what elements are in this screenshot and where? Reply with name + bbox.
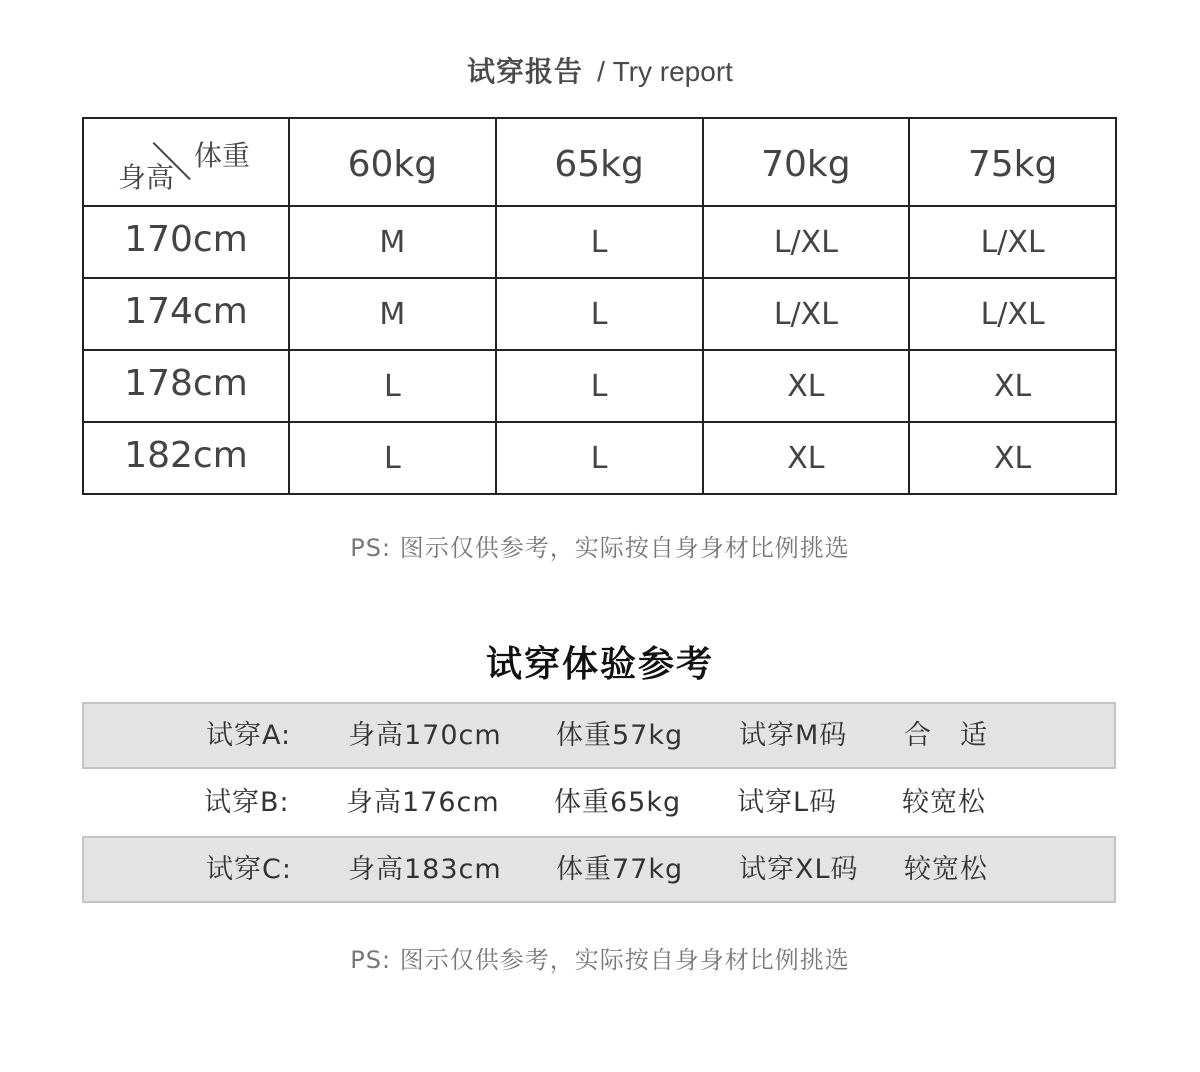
size-cell: XL	[703, 422, 910, 494]
try-report-title	[0, 52, 1200, 92]
tester-weight: 体重57kg	[556, 720, 684, 751]
weight-header-75: 75kg	[909, 118, 1116, 206]
experience-title: 试穿体验参考	[485, 644, 714, 685]
size-cell: M	[289, 206, 496, 278]
size-cell: L	[496, 206, 703, 278]
table-header-row	[83, 118, 1116, 206]
tester-fit: 较宽松	[902, 787, 986, 818]
tester-size: 试穿M码	[739, 720, 848, 751]
tester-height: 身高170cm	[348, 720, 502, 751]
table-row	[83, 278, 1116, 350]
table-row	[83, 422, 1116, 494]
tester-height: 身高176cm	[346, 787, 500, 818]
size-cell: L	[496, 422, 703, 494]
tester-weight: 体重65kg	[554, 787, 682, 818]
size-cell: L/XL	[909, 278, 1116, 350]
try-report-title-cn: 试穿报告	[467, 55, 584, 88]
tester-fit: 较宽松	[904, 854, 988, 885]
weight-header-70: 70kg	[703, 118, 910, 206]
size-cell: L	[496, 350, 703, 422]
tester-height: 身高183cm	[348, 854, 502, 885]
height-cell: 170cm	[83, 206, 289, 278]
corner-weight-label: 体重	[194, 139, 251, 172]
table-row	[83, 350, 1116, 422]
tester-fit: 合 适	[904, 720, 988, 751]
tester-weight: 体重77kg	[556, 854, 684, 885]
tester-label: 试穿B:	[204, 787, 290, 818]
size-cell: L	[496, 278, 703, 350]
try-report-title-en: / Try report	[597, 56, 733, 87]
experience-row-a	[82, 702, 1116, 769]
weight-header-60: 60kg	[289, 118, 496, 206]
height-cell: 178cm	[83, 350, 289, 422]
table-row	[83, 206, 1116, 278]
tester-label: 试穿A:	[206, 720, 292, 751]
tester-label: 试穿C:	[206, 854, 292, 885]
size-cell: M	[289, 278, 496, 350]
weight-header-65: 65kg	[496, 118, 703, 206]
experience-disclaimer-note: PS: 图示仅供参考，实际按自身身材比例挑选	[350, 946, 850, 974]
report-disclaimer-note: PS: 图示仅供参考，实际按自身身材比例挑选	[350, 534, 850, 562]
experience-row-b	[82, 769, 1116, 836]
corner-height-label: 身高	[118, 161, 175, 194]
size-cell: XL	[703, 350, 910, 422]
tester-size: 试穿L码	[737, 787, 838, 818]
size-cell: L/XL	[909, 206, 1116, 278]
height-cell: 174cm	[83, 278, 289, 350]
corner-cell	[83, 118, 289, 206]
size-cell: L	[289, 350, 496, 422]
size-cell: XL	[909, 422, 1116, 494]
size-recommendation-table	[82, 117, 1117, 495]
size-cell: L	[289, 422, 496, 494]
size-cell: XL	[909, 350, 1116, 422]
height-cell: 182cm	[83, 422, 289, 494]
experience-row-c	[82, 836, 1116, 903]
size-cell: L/XL	[703, 206, 910, 278]
size-cell: L/XL	[703, 278, 910, 350]
tester-size: 试穿XL码	[739, 854, 859, 885]
